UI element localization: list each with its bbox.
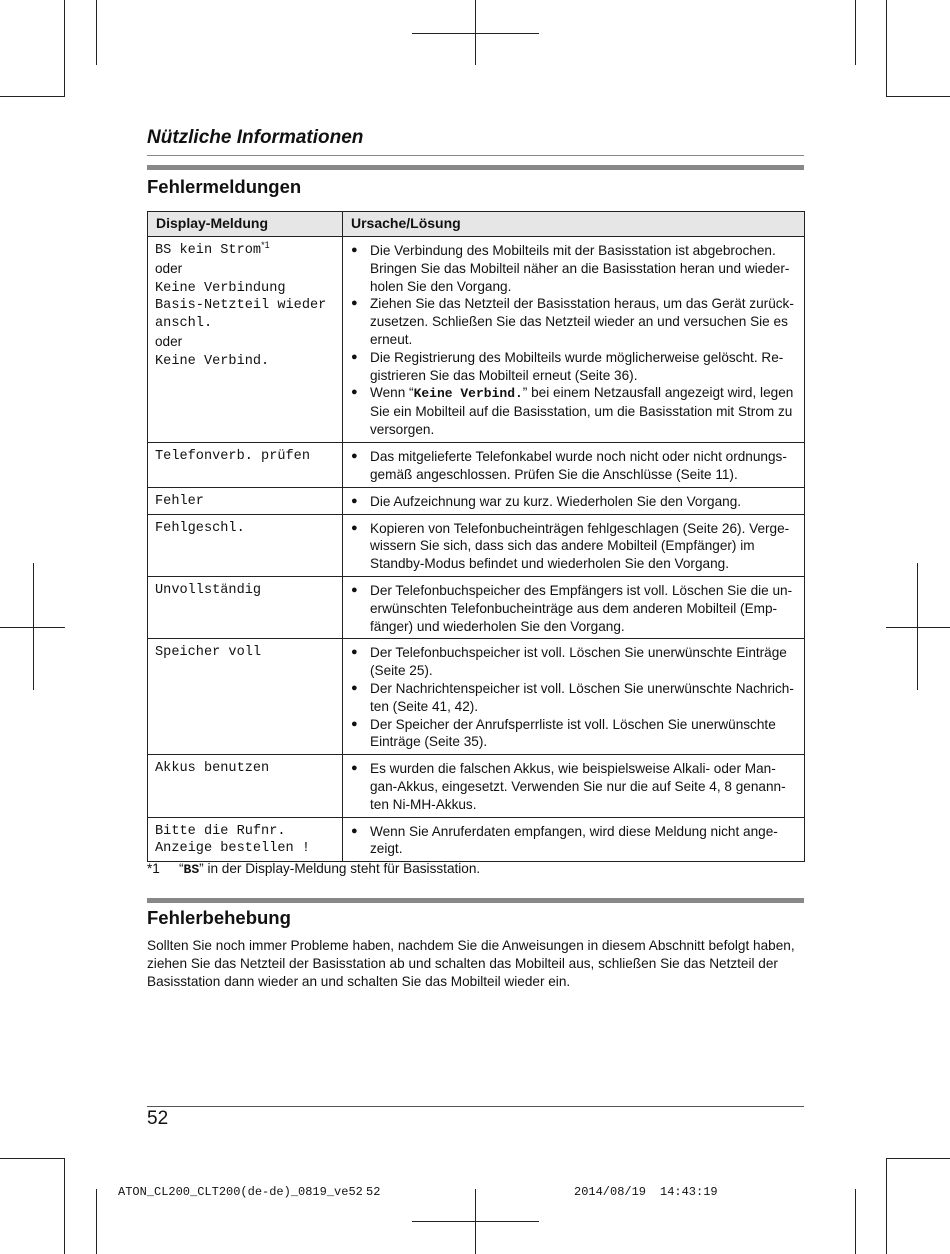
- header-rule: [147, 155, 804, 156]
- table-row: [148, 755, 805, 817]
- message-line: Basis-Netzteil wieder: [155, 298, 327, 314]
- print-time: 14:43:19: [660, 1185, 718, 1199]
- solution: [343, 237, 805, 443]
- footnote-mark: *1: [147, 861, 160, 876]
- display-message: Fehlgeschl.: [148, 514, 343, 576]
- display-message: Unvollständig: [148, 576, 343, 638]
- display-message: [148, 237, 343, 443]
- message-line: BS kein Strom: [155, 243, 262, 258]
- table-row: [148, 817, 805, 862]
- display-message: Speicher voll: [148, 639, 343, 755]
- table-row: [148, 487, 805, 514]
- print-file-name: ATON_CL200_CLT200(de-de)_0819_ve52: [118, 1185, 363, 1199]
- solution-item: ● Der Speicher der Anrufsperrliste ist voll. Löschen Sie unerwünschte Einträge (Seite 35).: [350, 716, 797, 752]
- solution-item: ● Wenn “Keine Verbind.” bei einem Netzausfall angezeigt wird, legen Sie ein Mobilteil auf die Basisstation, um die Basisstation mit Strom zu versorgen.: [350, 384, 797, 438]
- footnote: *1 “BS” in der Display-Meldung steht für Basisstation.: [147, 861, 481, 877]
- footnote-ref: *1: [261, 240, 270, 250]
- footnote-text: in der Display-Meldung steht für Basisstation.: [203, 861, 481, 876]
- solution: [343, 639, 805, 755]
- table-row: [148, 442, 805, 487]
- print-page: 52: [366, 1185, 381, 1199]
- column-header-display: Display-Meldung: [148, 212, 343, 237]
- solution-item: ● Die Registrierung des Mobilteils wurde möglicherweise gelöscht. Registrieren Sie das Mobilteil erneut (Seite 36).: [350, 349, 797, 385]
- footnote-code: BS: [183, 862, 200, 877]
- display-message: [148, 817, 343, 862]
- message-line: Keine Verbind.: [155, 353, 270, 369]
- table-row: [148, 237, 805, 443]
- message-line: Anzeige bestellen !: [155, 841, 310, 857]
- solution-item: ● Die Aufzeichnung war zu kurz. Wiederholen Sie den Vorgang.: [350, 493, 797, 511]
- message-line: Bitte die Rufnr.: [155, 823, 286, 839]
- solution-item: ● Der Telefonbuchspeicher des Empfängers ist voll. Löschen Sie die unerwünschten Telefonbucheinträge aus dem anderen Mobilteil (Empfänger) und wiederholen Sie den Vorgang.: [350, 582, 797, 635]
- solution: [343, 576, 805, 638]
- display-message: Akkus benutzen: [148, 755, 343, 817]
- solution-item: ● Die Verbindung des Mobilteils mit der Basisstation ist abgebrochen. Bringen Sie das Mobilteil näher an die Basisstation heran und wiederholen Sie den Vorgang.: [350, 242, 797, 295]
- error-table: [147, 211, 805, 862]
- message-line: Keine Verbindung: [155, 280, 286, 296]
- solution: [343, 755, 805, 817]
- page-number: 52: [147, 1108, 169, 1129]
- solution-item: ● Wenn Sie Anruferdaten empfangen, wird diese Meldung nicht angezeigt.: [350, 823, 797, 859]
- table-row: [148, 514, 805, 576]
- footer-rule: [147, 1106, 804, 1107]
- solution: [343, 442, 805, 487]
- display-code: Keine Verbind.: [413, 386, 523, 402]
- troubleshooting-heading: Fehlerbehebung: [147, 907, 291, 928]
- solution: [343, 514, 805, 576]
- solution: [343, 817, 805, 862]
- solution-item: ● Es wurden die falschen Akkus, wie beispielsweise Alkali- oder Mangan-Akkus, eingesetzt. Verwenden Sie nur die auf Seite 4, 8 genannten Ni-MH-Akkus.: [350, 760, 797, 813]
- errors-heading: Fehlermeldungen: [147, 176, 302, 197]
- table-row: [148, 639, 805, 755]
- solution-item: ● Das mitgelieferte Telefonkabel wurde noch nicht oder nicht ordnungsgemäß angeschlossen. Prüfen Sie die Anschlüsse (Seite 11).: [350, 448, 797, 484]
- print-date: 2014/08/19: [574, 1185, 647, 1199]
- solution-item: ● Der Nachrichtenspeicher ist voll. Löschen Sie unerwünschte Nachrichten (Seite 41, 42).: [350, 680, 797, 716]
- message-line: anschl.: [155, 316, 213, 332]
- solution: [343, 487, 805, 514]
- section-divider: [147, 898, 804, 903]
- troubleshooting-text: Sollten Sie noch immer Probleme haben, nachdem Sie die Anweisungen in diesem Abschnitt befolgt haben, ziehen Sie das Netzteil der Basisstation ab und schalten das Mobilteil aus, schließen Sie das Netzteil der Basisstation dann wieder an und schalten Sie das Mobilteil wieder ein.: [147, 938, 795, 989]
- solution-item: ● Der Telefonbuchspeicher ist voll. Löschen Sie unerwünschte Einträge (Seite 25).: [350, 644, 797, 680]
- column-header-solution: Ursache/Lösung: [343, 212, 805, 237]
- table-header-row: [148, 212, 805, 237]
- table-row: [148, 576, 805, 638]
- display-message: Telefonverb. prüfen: [148, 442, 343, 487]
- message-line: oder: [155, 260, 183, 276]
- message-line: oder: [155, 333, 183, 349]
- section-title: Nützliche Informationen: [147, 127, 364, 148]
- solution-item: ● Ziehen Sie das Netzteil der Basisstation heraus, um das Gerät zurückzusetzen. Schließen Sie das Netzteil wieder an und versuchen Sie es erneut.: [350, 295, 797, 348]
- display-message: Fehler: [148, 487, 343, 514]
- section-divider: [147, 165, 804, 170]
- solution-item: ● Kopieren von Telefonbucheinträgen fehlgeschlagen (Seite 26). Vergewissern Sie sich, dass sich das andere Mobilteil (Empfänger) im Standby-Modus befindet und wiederholen Sie den Vorgang.: [350, 520, 797, 573]
